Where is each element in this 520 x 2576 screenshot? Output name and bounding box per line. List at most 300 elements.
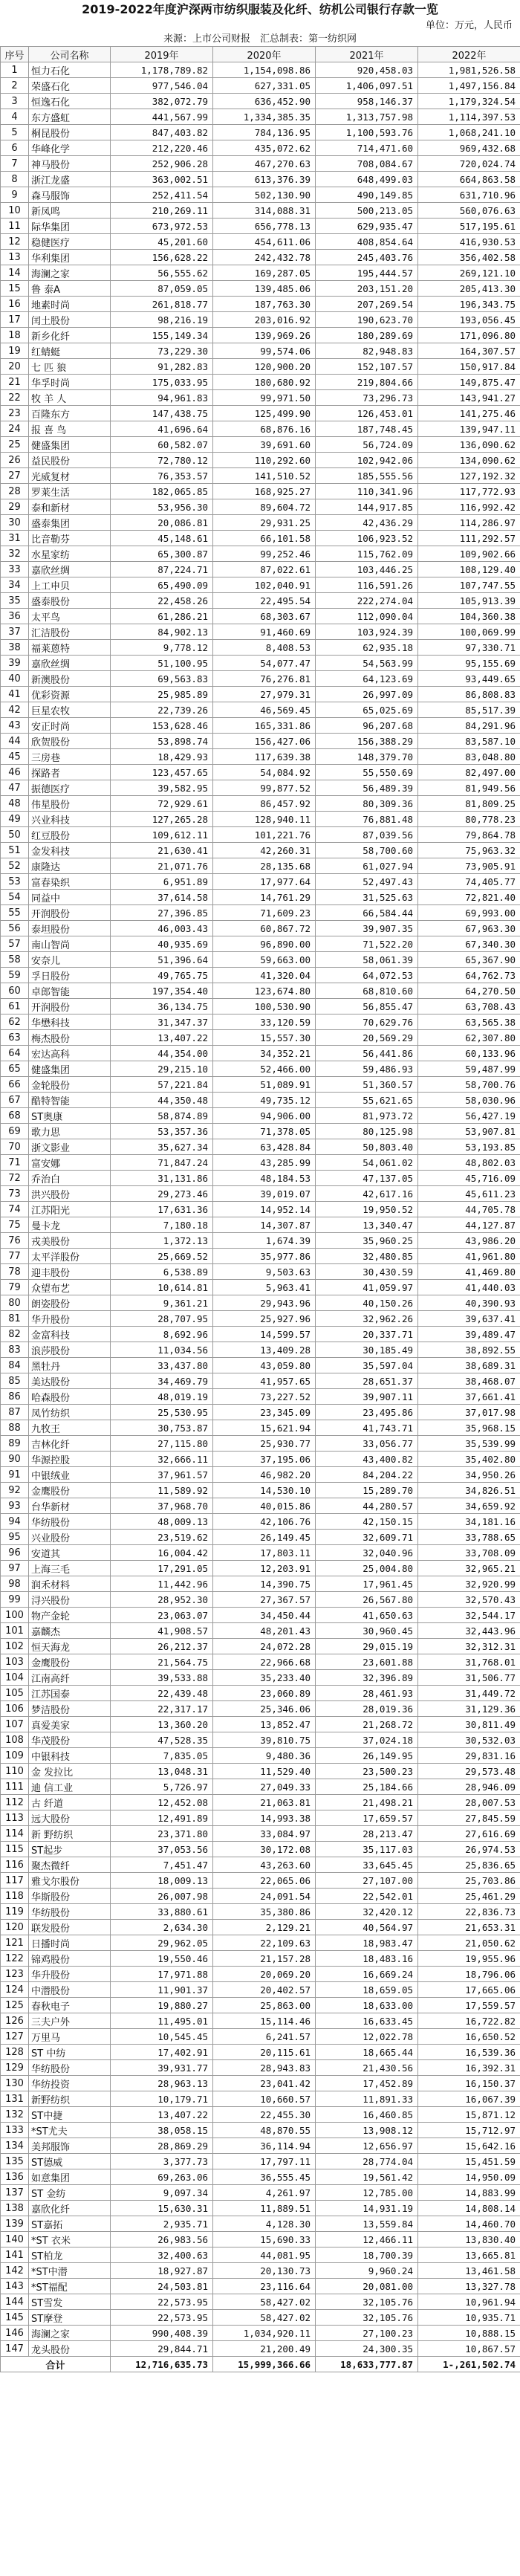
cell-2022: 31,449.72 <box>418 1686 520 1701</box>
table-row <box>1 219 520 234</box>
cell-company: 开润股份 <box>29 905 111 921</box>
cell-company: 乔治白 <box>29 1171 111 1186</box>
cell-2020: 23,345.09 <box>213 1405 316 1420</box>
cell-2020: 14,761.29 <box>213 890 316 905</box>
cell-company: 康隆达 <box>29 858 111 874</box>
cell-2019: 28,869.29 <box>111 2138 213 2154</box>
cell-company: 三房巷 <box>29 749 111 765</box>
table-row <box>1 734 520 749</box>
cell-index: 76 <box>1 1233 29 1249</box>
cell-2019: 11,495.01 <box>111 2013 213 2029</box>
cell-2020: 4,261.97 <box>213 2185 316 2201</box>
cell-company: *ST尤夫 <box>29 2123 111 2138</box>
table-row <box>1 968 520 983</box>
cell-2020: 34,352.21 <box>213 1046 316 1061</box>
cell-2021: 115,762.09 <box>316 546 418 562</box>
cell-company: 兴业科技 <box>29 812 111 827</box>
cell-company: 森马服饰 <box>29 187 111 203</box>
cell-2022: 16,067.39 <box>418 2091 520 2107</box>
table-row <box>1 1467 520 1483</box>
cell-2021: 18,700.39 <box>316 2247 418 2263</box>
cell-index: 4 <box>1 109 29 125</box>
cell-2022: 83,048.80 <box>418 749 520 765</box>
cell-2019: 36,134.75 <box>111 999 213 1014</box>
cell-2022: 80,778.23 <box>418 812 520 827</box>
cell-index: 131 <box>1 2091 29 2107</box>
table-row <box>1 890 520 905</box>
table-row <box>1 234 520 250</box>
cell-2021: 32,962.26 <box>316 1311 418 1327</box>
table-row <box>1 140 520 156</box>
cell-2019: 56,555.62 <box>111 265 213 281</box>
table-row <box>1 1311 520 1327</box>
cell-2020: 35,977.86 <box>213 1249 316 1264</box>
cell-2019: 72,929.61 <box>111 796 213 812</box>
cell-2019: 153,628.46 <box>111 718 213 734</box>
cell-2022: 25,703.86 <box>418 1873 520 1889</box>
table-row <box>1 187 520 203</box>
cell-2019: 41,696.64 <box>111 421 213 437</box>
cell-2021: 14,931.19 <box>316 2201 418 2216</box>
cell-company: 福莱蒽特 <box>29 640 111 656</box>
cell-index: 35 <box>1 593 29 609</box>
cell-2019: 21,071.76 <box>111 858 213 874</box>
cell-2021: 43,400.82 <box>316 1452 418 1467</box>
cell-2021: 20,569.29 <box>316 1030 418 1046</box>
cell-2020: 58,427.02 <box>213 2310 316 2326</box>
table-row <box>1 1795 520 1810</box>
cell-2019: 40,935.69 <box>111 936 213 952</box>
cell-2021: 17,452.89 <box>316 2076 418 2091</box>
cell-company: 恒天海龙 <box>29 1639 111 1654</box>
cell-2021: 41,743.71 <box>316 1420 418 1436</box>
cell-2020: 14,530.10 <box>213 1483 316 1498</box>
table-row <box>1 1967 520 1982</box>
cell-2022: 43,986.20 <box>418 1233 520 1249</box>
cell-company: 江苏国泰 <box>29 1686 111 1701</box>
table-row <box>1 1935 520 1951</box>
cell-2022: 10,888.15 <box>418 2326 520 2341</box>
cell-index: 143 <box>1 2279 29 2294</box>
cell-2021: 17,961.45 <box>316 1576 418 1592</box>
cell-2020: 25,930.77 <box>213 1436 316 1452</box>
cell-2019: 84,902.13 <box>111 624 213 640</box>
cell-index: 31 <box>1 531 29 546</box>
cell-2022: 16,392.31 <box>418 2060 520 2076</box>
cell-index: 128 <box>1 2045 29 2060</box>
cell-2019: 3,377.73 <box>111 2154 213 2169</box>
cell-company: 华斯股份 <box>29 1889 111 1904</box>
cell-2022: 13,830.40 <box>418 2232 520 2247</box>
cell-2020: 13,852.47 <box>213 1717 316 1732</box>
cell-company: 盛泰股份 <box>29 593 111 609</box>
cell-index: 114 <box>1 1826 29 1842</box>
cell-2021: 56,724.09 <box>316 437 418 453</box>
cell-2021: 32,040.96 <box>316 1545 418 1561</box>
cell-2022: 39,637.41 <box>418 1311 520 1327</box>
cell-2021: 65,025.69 <box>316 702 418 718</box>
cell-company: 日播时尚 <box>29 1935 111 1951</box>
cell-company: 红蜻蜓 <box>29 343 111 359</box>
cell-index: 46 <box>1 765 29 780</box>
cell-2021: 47,137.05 <box>316 1171 418 1186</box>
cell-index: 55 <box>1 905 29 921</box>
cell-index: 126 <box>1 2013 29 2029</box>
cell-2020: 52,466.00 <box>213 1061 316 1077</box>
table-body <box>1 62 520 2357</box>
cell-2022: 45,611.23 <box>418 1186 520 1202</box>
cell-2020: 180,680.92 <box>213 375 316 390</box>
cell-index: 6 <box>1 140 29 156</box>
cell-2021: 58,700.60 <box>316 843 418 858</box>
cell-2021: 56,855.47 <box>316 999 418 1014</box>
table-row <box>1 1014 520 1030</box>
cell-2019: 15,630.31 <box>111 2201 213 2216</box>
cell-2022: 44,705.78 <box>418 1202 520 1217</box>
column-header-company: 公司名称 <box>29 47 111 62</box>
cell-2019: 382,072.79 <box>111 94 213 109</box>
cell-2021: 25,184.66 <box>316 1779 418 1795</box>
cell-2022: 93,449.65 <box>418 671 520 687</box>
table-row <box>1 1857 520 1873</box>
table-row <box>1 2279 520 2294</box>
cell-company: 百隆东方 <box>29 406 111 421</box>
table-row <box>1 328 520 343</box>
cell-index: 115 <box>1 1842 29 1857</box>
cell-2019: 7,451.47 <box>111 1857 213 1873</box>
cell-2020: 139,969.26 <box>213 328 316 343</box>
cell-2022: 38,892.55 <box>418 1342 520 1358</box>
cell-2022: 41,440.03 <box>418 1280 520 1295</box>
cell-index: 133 <box>1 2123 29 2138</box>
table-row <box>1 702 520 718</box>
cell-2020: 43,263.60 <box>213 1857 316 1873</box>
table-row <box>1 1171 520 1186</box>
cell-2020: 99,971.50 <box>213 390 316 406</box>
table-row <box>1 421 520 437</box>
cell-index: 88 <box>1 1420 29 1436</box>
cell-2019: 16,004.42 <box>111 1545 213 1561</box>
cell-index: 75 <box>1 1217 29 1233</box>
cell-2020: 101,221.76 <box>213 827 316 843</box>
cell-2019: 1,372.13 <box>111 1233 213 1249</box>
cell-company: 华懋科技 <box>29 1014 111 1030</box>
cell-2020: 8,408.53 <box>213 640 316 656</box>
cell-index: 28 <box>1 484 29 499</box>
cell-2019: 45,201.60 <box>111 234 213 250</box>
cell-2021: 33,645.45 <box>316 1857 418 1873</box>
cell-2020: 435,072.62 <box>213 140 316 156</box>
cell-2020: 20,115.61 <box>213 2045 316 2060</box>
cell-2019: 39,582.95 <box>111 780 213 796</box>
cell-2021: 16,669.24 <box>316 1967 418 1982</box>
cell-2019: 155,149.34 <box>111 328 213 343</box>
cell-index: 10 <box>1 203 29 219</box>
cell-2019: 5,726.97 <box>111 1779 213 1795</box>
total-2021: 18,633,777.87 <box>316 2357 418 2372</box>
cell-index: 141 <box>1 2247 29 2263</box>
cell-index: 25 <box>1 437 29 453</box>
cell-2020: 4,128.30 <box>213 2216 316 2232</box>
cell-company: 桐昆股份 <box>29 125 111 140</box>
cell-2020: 1,034,920.11 <box>213 2326 316 2341</box>
table-row <box>1 1998 520 2013</box>
cell-company: 卓郎智能 <box>29 983 111 999</box>
cell-company: 海澜之家 <box>29 265 111 281</box>
cell-2019: 65,490.09 <box>111 577 213 593</box>
cell-index: 96 <box>1 1545 29 1561</box>
table-row <box>1 1030 520 1046</box>
cell-2021: 81,973.72 <box>316 1108 418 1124</box>
table-row <box>1 1826 520 1842</box>
table-row <box>1 437 520 453</box>
cell-company: 吉林化纤 <box>29 1436 111 1452</box>
cell-company: 太平洋股份 <box>29 1249 111 1264</box>
cell-2021: 35,117.03 <box>316 1842 418 1857</box>
cell-company: 开润股份 <box>29 999 111 1014</box>
cell-company: 优彩资源 <box>29 687 111 702</box>
cell-index: 65 <box>1 1061 29 1077</box>
cell-2022: 13,461.58 <box>418 2263 520 2279</box>
cell-index: 29 <box>1 499 29 515</box>
cell-2021: 28,461.93 <box>316 1686 418 1701</box>
column-header-2020: 2020年 <box>213 47 316 62</box>
cell-2022: 19,955.96 <box>418 1951 520 1967</box>
cell-2020: 139,485.06 <box>213 281 316 297</box>
cell-2021: 58,061.39 <box>316 952 418 968</box>
cell-2020: 35,380.86 <box>213 1904 316 1920</box>
cell-2021: 148,379.70 <box>316 749 418 765</box>
cell-2020: 20,069.20 <box>213 1967 316 1982</box>
cell-2022: 16,539.36 <box>418 2045 520 2060</box>
cell-2020: 11,529.40 <box>213 1764 316 1779</box>
cell-2022: 30,811.49 <box>418 1717 520 1732</box>
cell-2020: 6,241.57 <box>213 2029 316 2045</box>
table-row <box>1 2185 520 2201</box>
table-row <box>1 1202 520 1217</box>
cell-company: 金轮股份 <box>29 1077 111 1093</box>
table-row <box>1 1623 520 1639</box>
table-row <box>1 125 520 140</box>
cell-2022: 26,974.53 <box>418 1842 520 1857</box>
cell-2022: 62,307.80 <box>418 1030 520 1046</box>
cell-2022: 48,802.03 <box>418 1155 520 1171</box>
cell-company: 神马股份 <box>29 156 111 172</box>
cell-2022: 83,587.10 <box>418 734 520 749</box>
cell-2021: 500,213.05 <box>316 203 418 219</box>
cell-2020: 21,157.28 <box>213 1951 316 1967</box>
cell-2019: 9,361.21 <box>111 1295 213 1311</box>
cell-2021: 84,204.22 <box>316 1467 418 1483</box>
cell-2020: 91,460.69 <box>213 624 316 640</box>
cell-2021: 16,633.45 <box>316 2013 418 2029</box>
cell-2020: 34,450.44 <box>213 1608 316 1623</box>
cell-index: 62 <box>1 1014 29 1030</box>
cell-2022: 67,963.30 <box>418 921 520 936</box>
cell-company: 春秋电子 <box>29 1998 111 2013</box>
cell-2020: 73,227.52 <box>213 1389 316 1405</box>
cell-2019: 22,739.26 <box>111 702 213 718</box>
table-row <box>1 297 520 312</box>
table-row <box>1 1545 520 1561</box>
cell-company: 比音勒芬 <box>29 531 111 546</box>
cell-company: ST嘉拓 <box>29 2216 111 2232</box>
cell-company: 朗姿股份 <box>29 1295 111 1311</box>
cell-2021: 50,803.40 <box>316 1139 418 1155</box>
cell-index: 138 <box>1 2201 29 2216</box>
cell-company: 歌力思 <box>29 1124 111 1139</box>
table-row <box>1 609 520 624</box>
table-row <box>1 2326 520 2341</box>
cell-2022: 136,090.62 <box>418 437 520 453</box>
cell-2020: 76,276.81 <box>213 671 316 687</box>
cell-2020: 20,402.57 <box>213 1982 316 1998</box>
cell-2020: 656,778.13 <box>213 219 316 234</box>
table-row <box>1 1061 520 1077</box>
cell-index: 15 <box>1 281 29 297</box>
cell-index: 110 <box>1 1764 29 1779</box>
cell-index: 38 <box>1 640 29 656</box>
cell-2020: 613,376.39 <box>213 172 316 187</box>
cell-2019: 11,034.56 <box>111 1342 213 1358</box>
cell-index: 11 <box>1 219 29 234</box>
cell-2020: 40,015.86 <box>213 1498 316 1514</box>
cell-2019: 65,300.87 <box>111 546 213 562</box>
cell-2020: 48,870.55 <box>213 2123 316 2138</box>
cell-2020: 242,432.78 <box>213 250 316 265</box>
cell-2021: 32,105.76 <box>316 2310 418 2326</box>
cell-2019: 38,058.15 <box>111 2123 213 2138</box>
cell-2022: 32,312.31 <box>418 1639 520 1654</box>
table-row <box>1 921 520 936</box>
table-row <box>1 453 520 468</box>
cell-2019: 127,265.28 <box>111 812 213 827</box>
cell-2020: 36,114.94 <box>213 2138 316 2154</box>
cell-2019: 109,612.11 <box>111 827 213 843</box>
total-2020: 15,999,366.66 <box>213 2357 316 2372</box>
table-row <box>1 1358 520 1373</box>
cell-2020: 156,427.06 <box>213 734 316 749</box>
cell-company: 远大股份 <box>29 1810 111 1826</box>
cell-2019: 6,538.89 <box>111 1264 213 1280</box>
cell-2021: 648,499.03 <box>316 172 418 187</box>
cell-2022: 31,129.36 <box>418 1701 520 1717</box>
cell-2021: 222,274.04 <box>316 593 418 609</box>
cell-2020: 25,346.06 <box>213 1701 316 1717</box>
cell-company: 黑牡丹 <box>29 1358 111 1373</box>
cell-index: 2 <box>1 78 29 94</box>
cell-2022: 82,497.00 <box>418 765 520 780</box>
cell-2019: 58,874.89 <box>111 1108 213 1124</box>
cell-2019: 210,269.11 <box>111 203 213 219</box>
cell-2021: 1,406,097.51 <box>316 78 418 94</box>
table-row <box>1 1982 520 1998</box>
cell-company: 盛泰集团 <box>29 515 111 531</box>
cell-2019: 24,503.81 <box>111 2279 213 2294</box>
cell-index: 127 <box>1 2029 29 2045</box>
cell-2019: 13,360.20 <box>111 1717 213 1732</box>
cell-2021: 18,665.44 <box>316 2045 418 2060</box>
cell-2020: 46,569.45 <box>213 702 316 718</box>
cell-2019: 49,765.75 <box>111 968 213 983</box>
cell-index: 94 <box>1 1514 29 1530</box>
cell-2019: 31,131.86 <box>111 1171 213 1186</box>
column-header-2021: 2021年 <box>316 47 418 62</box>
cell-2019: 21,564.75 <box>111 1654 213 1670</box>
cell-2020: 23,060.89 <box>213 1686 316 1701</box>
table-row <box>1 1186 520 1202</box>
cell-2020: 9,480.36 <box>213 1748 316 1764</box>
cell-2022: 17,559.57 <box>418 1998 520 2013</box>
cell-2022: 196,343.75 <box>418 297 520 312</box>
cell-2021: 30,430.59 <box>316 1264 418 1280</box>
cell-company: 如意集团 <box>29 2169 111 2185</box>
table-row <box>1 109 520 125</box>
cell-company: 美邦服饰 <box>29 2138 111 2154</box>
cell-company: 太平鸟 <box>29 609 111 624</box>
column-header-2019: 2019年 <box>111 47 213 62</box>
cell-index: 82 <box>1 1327 29 1342</box>
cell-2019: 441,567.99 <box>111 109 213 125</box>
cell-company: 宏达高科 <box>29 1046 111 1061</box>
cell-index: 44 <box>1 734 29 749</box>
cell-2020: 28,943.83 <box>213 2060 316 2076</box>
cell-2022: 143,941.27 <box>418 390 520 406</box>
cell-2021: 18,483.16 <box>316 1951 418 1967</box>
cell-2019: 22,317.17 <box>111 1701 213 1717</box>
cell-2020: 117,639.38 <box>213 749 316 765</box>
cell-company: 梦洁股份 <box>29 1701 111 1717</box>
cell-2021: 18,633.00 <box>316 1998 418 2013</box>
cell-index: 53 <box>1 874 29 890</box>
table-row <box>1 936 520 952</box>
cell-2021: 103,446.25 <box>316 562 418 577</box>
table-row <box>1 858 520 874</box>
table-row <box>1 1295 520 1311</box>
cell-2022: 53,907.81 <box>418 1124 520 1139</box>
cell-index: 47 <box>1 780 29 796</box>
cell-company: 报 喜 鸟 <box>29 421 111 437</box>
cell-index: 102 <box>1 1639 29 1654</box>
cell-2021: 152,107.57 <box>316 359 418 375</box>
total-2019: 12,716,635.73 <box>111 2357 213 2372</box>
cell-2021: 245,403.76 <box>316 250 418 265</box>
cell-2019: 25,985.89 <box>111 687 213 702</box>
cell-2022: 34,659.92 <box>418 1498 520 1514</box>
cell-2022: 58,700.76 <box>418 1077 520 1093</box>
cell-index: 105 <box>1 1686 29 1701</box>
cell-company: 际华集团 <box>29 219 111 234</box>
cell-2021: 23,601.88 <box>316 1654 418 1670</box>
cell-2021: 19,561.42 <box>316 2169 418 2185</box>
cell-2022: 34,826.51 <box>418 1483 520 1498</box>
cell-2019: 26,983.56 <box>111 2232 213 2247</box>
cell-2019: 25,669.52 <box>111 1249 213 1264</box>
cell-2019: 31,347.37 <box>111 1014 213 1030</box>
cell-2021: 219,804.66 <box>316 375 418 390</box>
cell-index: 99 <box>1 1592 29 1608</box>
cell-2022: 10,961.94 <box>418 2294 520 2310</box>
cell-2022: 171,096.80 <box>418 328 520 343</box>
cell-index: 8 <box>1 172 29 187</box>
cell-2020: 54,084.92 <box>213 765 316 780</box>
cell-2021: 42,617.16 <box>316 1186 418 1202</box>
cell-2019: 19,550.46 <box>111 1951 213 1967</box>
cell-2019: 39,533.88 <box>111 1670 213 1686</box>
cell-2022: 27,616.69 <box>418 1826 520 1842</box>
table-row <box>1 624 520 640</box>
table-row <box>1 499 520 515</box>
